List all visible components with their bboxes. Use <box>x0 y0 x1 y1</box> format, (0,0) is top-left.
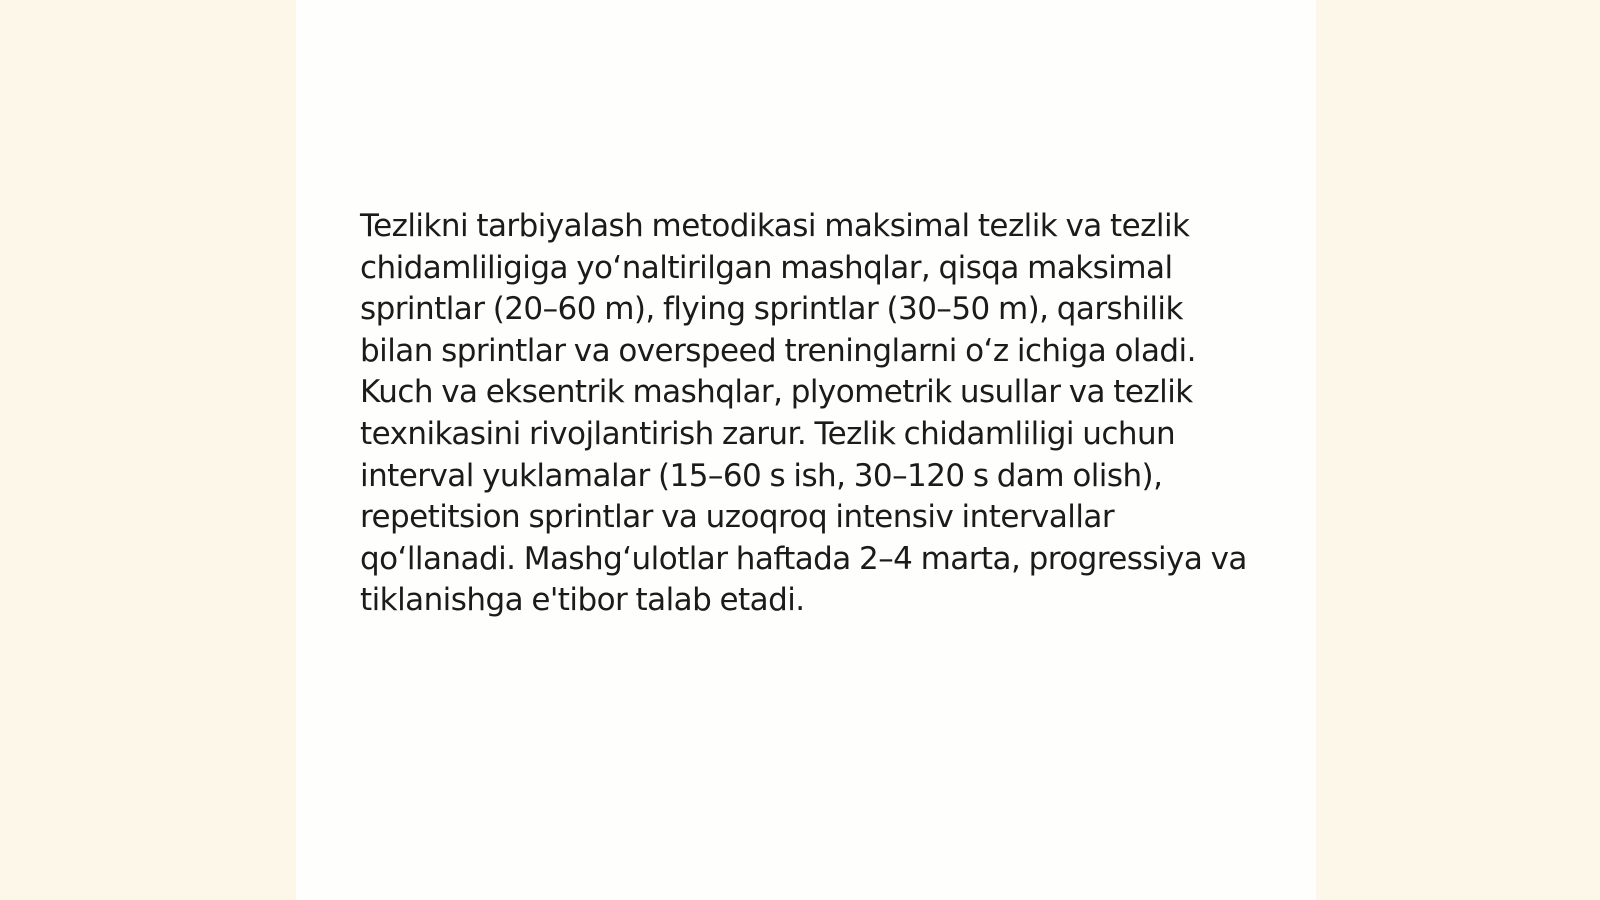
slide-paragraph: Tezlikni tarbiyalash metodikasi maksimal tezlik va tezlik chidamliligiga yoʻnaltirilgan mashqlar, qisqa maksimal sprintlar (20–60 m), flying sprintlar (30–50 m), qarshilik bilan sprintlar va overspeed treninglarni oʻz ichiga oladi. Kuch va eksentrik mashqlar, plyometrik usullar va tezlik texnikasini rivojlantirish zarur. Tezlik chidamliligi uchun interval yuklamalar (15–60 s ish, 30–120 s dam olish), repetitsion sprintlar va uzoqroq intensiv intervallar qoʻllanadi. Mashgʻulotlar haftada 2–4 marta, progressiya va tiklanishga e'tibor talab etadi. <box>360 208 1247 619</box>
slide-page <box>296 0 1316 900</box>
